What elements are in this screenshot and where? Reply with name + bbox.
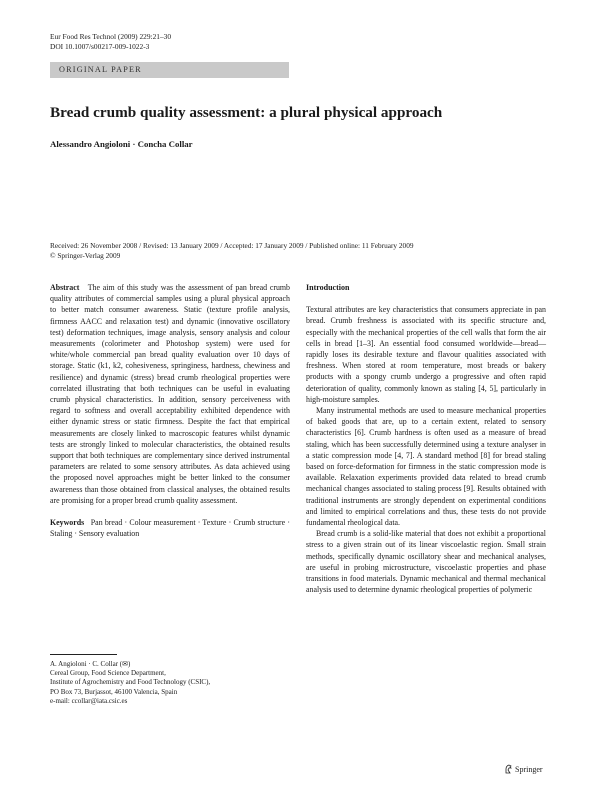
abstract-column bbox=[50, 282, 290, 539]
copyright-line: © Springer-Verlag 2009 bbox=[50, 250, 121, 260]
author-affiliation bbox=[50, 660, 210, 706]
introduction-paragraph: Textural attributes are key characteristics that consumers appreciate in pan bread. Crumb freshness is associated with its specific structure and, especially with the mechanical properties of the cell walls that form the air cells in bread [1–3]. An essential food consumed worldwide—bread—rapidly loses its desirable texture and flavour qualities associated with freshness. When stored at room temperature, most breads or bakery products with a spongy crumb undergo a progressive and often rapid deterioration of quality, commonly known as staling [4, 5], particularly in high-moisture samples. bbox=[306, 305, 546, 404]
publisher-name: Springer bbox=[515, 765, 543, 774]
section-banner bbox=[50, 62, 289, 78]
abstract-text: The aim of this study was the assessment of pan bread crumb quality attributes of commercial samples using a plural physical approach to better match consumer awareness. Static (texture profile analysis, firmness AACC and relaxation test) and dynamic (innovative oscillatory test) deformation techniques, image analysis, sensory analysis and colour measurements (colorimeter and Photoshop system) were used for white/whole commercial pan bread quality evaluation over 10 days of storage. Static (k1, k2, cohesiveness, springiness, hardness, chewiness and resilience) and dynamic (stress) bread crumb rheological properties were correlated illustrating that both techniques can be useful in evaluating crumb physical characteristics. In addition, sensory perceiveness with regard to softness and overall acceptability exhibited dependence with either dynamic stress or static firmness. Despite the fact that empirical measurements are closely linked to macroscopic features whilst dynamic tests are strongly linked to molecular characteristics, the obtained results support that both techniques are complementary since derived instrumental parameters are related to some sensory attributes. As data achieved using the proposed novel approaches might be better linked to the consumer awareness than those obtained from classical analyses, the obtained results are promising for a proper bread crumb quality assessment. bbox=[50, 283, 290, 505]
section-label: ORIGINAL PAPER bbox=[59, 65, 142, 74]
publisher-footer bbox=[504, 764, 543, 774]
article-history bbox=[50, 241, 414, 260]
author-list: Alessandro Angioloni · Concha Collar bbox=[50, 139, 193, 149]
springer-horse-icon bbox=[504, 765, 515, 774]
keywords bbox=[50, 517, 290, 539]
introduction-paragraph: Bread crumb is a solid-like material that does not exhibit a proportional stress to a given strain out of its linear viscoelastic region. Small strain methods, specifically dynamic oscillatory shear and mechanical analyses, are useful in probing microstructure, viscoelastic properties and phase transitions in food materials. Dynamic mechanical and thermal mechanical analysis used to determine dynamic rheological properties of polymeric bbox=[306, 529, 546, 595]
affiliation-line: PO Box 73, Burjassot, 46100 Valencia, Spain bbox=[50, 687, 178, 696]
affiliation-line: Institute of Agrochemistry and Food Technology (CSIC), bbox=[50, 678, 211, 687]
affiliation-line: A. Angioloni · C. Collar (✉) bbox=[50, 660, 131, 668]
abstract-heading: Abstract bbox=[50, 283, 80, 292]
introduction-heading: Introduction bbox=[306, 283, 350, 292]
introduction-paragraph: Many instrumental methods are used to measure mechanical properties of baked goods that are, up to a certain extent, related to sensory characteristics [6]. Crumb hardness is often used as a measure of bread staling, which has been successfully determined using a texture analyser in a static compression mode [4, 7]. A standard method [8] for bread staling based on force-deformation for firmness in the static compression mode is available. Relaxation experiments provided data related to bread crumb mechanical changes associated to staling process [9]. Results obtained with traditional instruments are strongly dependent on experimental conditions and limited to empirical correlations and thus, these tests do not provide fundamental rheological data. bbox=[306, 406, 546, 528]
keywords-heading: Keywords bbox=[50, 518, 85, 528]
footnote-rule bbox=[50, 654, 117, 655]
affiliation-line: Cereal Group, Food Science Department, bbox=[50, 669, 166, 678]
affiliation-email[interactable]: e-mail: ccollar@iata.csic.es bbox=[50, 696, 128, 705]
history-dates: Received: 26 November 2008 / Revised: 13 January 2009 / Accepted: 17 January 2009 / Published online: 11 February 2009 bbox=[50, 241, 414, 250]
article-title: Bread crumb quality assessment: a plural physical approach bbox=[50, 104, 443, 121]
journal-citation: Eur Food Res Technol (2009) 229:21–30 bbox=[50, 32, 172, 41]
introduction-column bbox=[306, 282, 546, 595]
doi[interactable]: DOI 10.1007/s00217-009-1022-3 bbox=[50, 42, 150, 51]
keywords-text: Pan bread · Colour measurement · Texture · Crumb structure · Staling · Sensory evaluation bbox=[50, 518, 290, 539]
abstract bbox=[50, 282, 290, 506]
